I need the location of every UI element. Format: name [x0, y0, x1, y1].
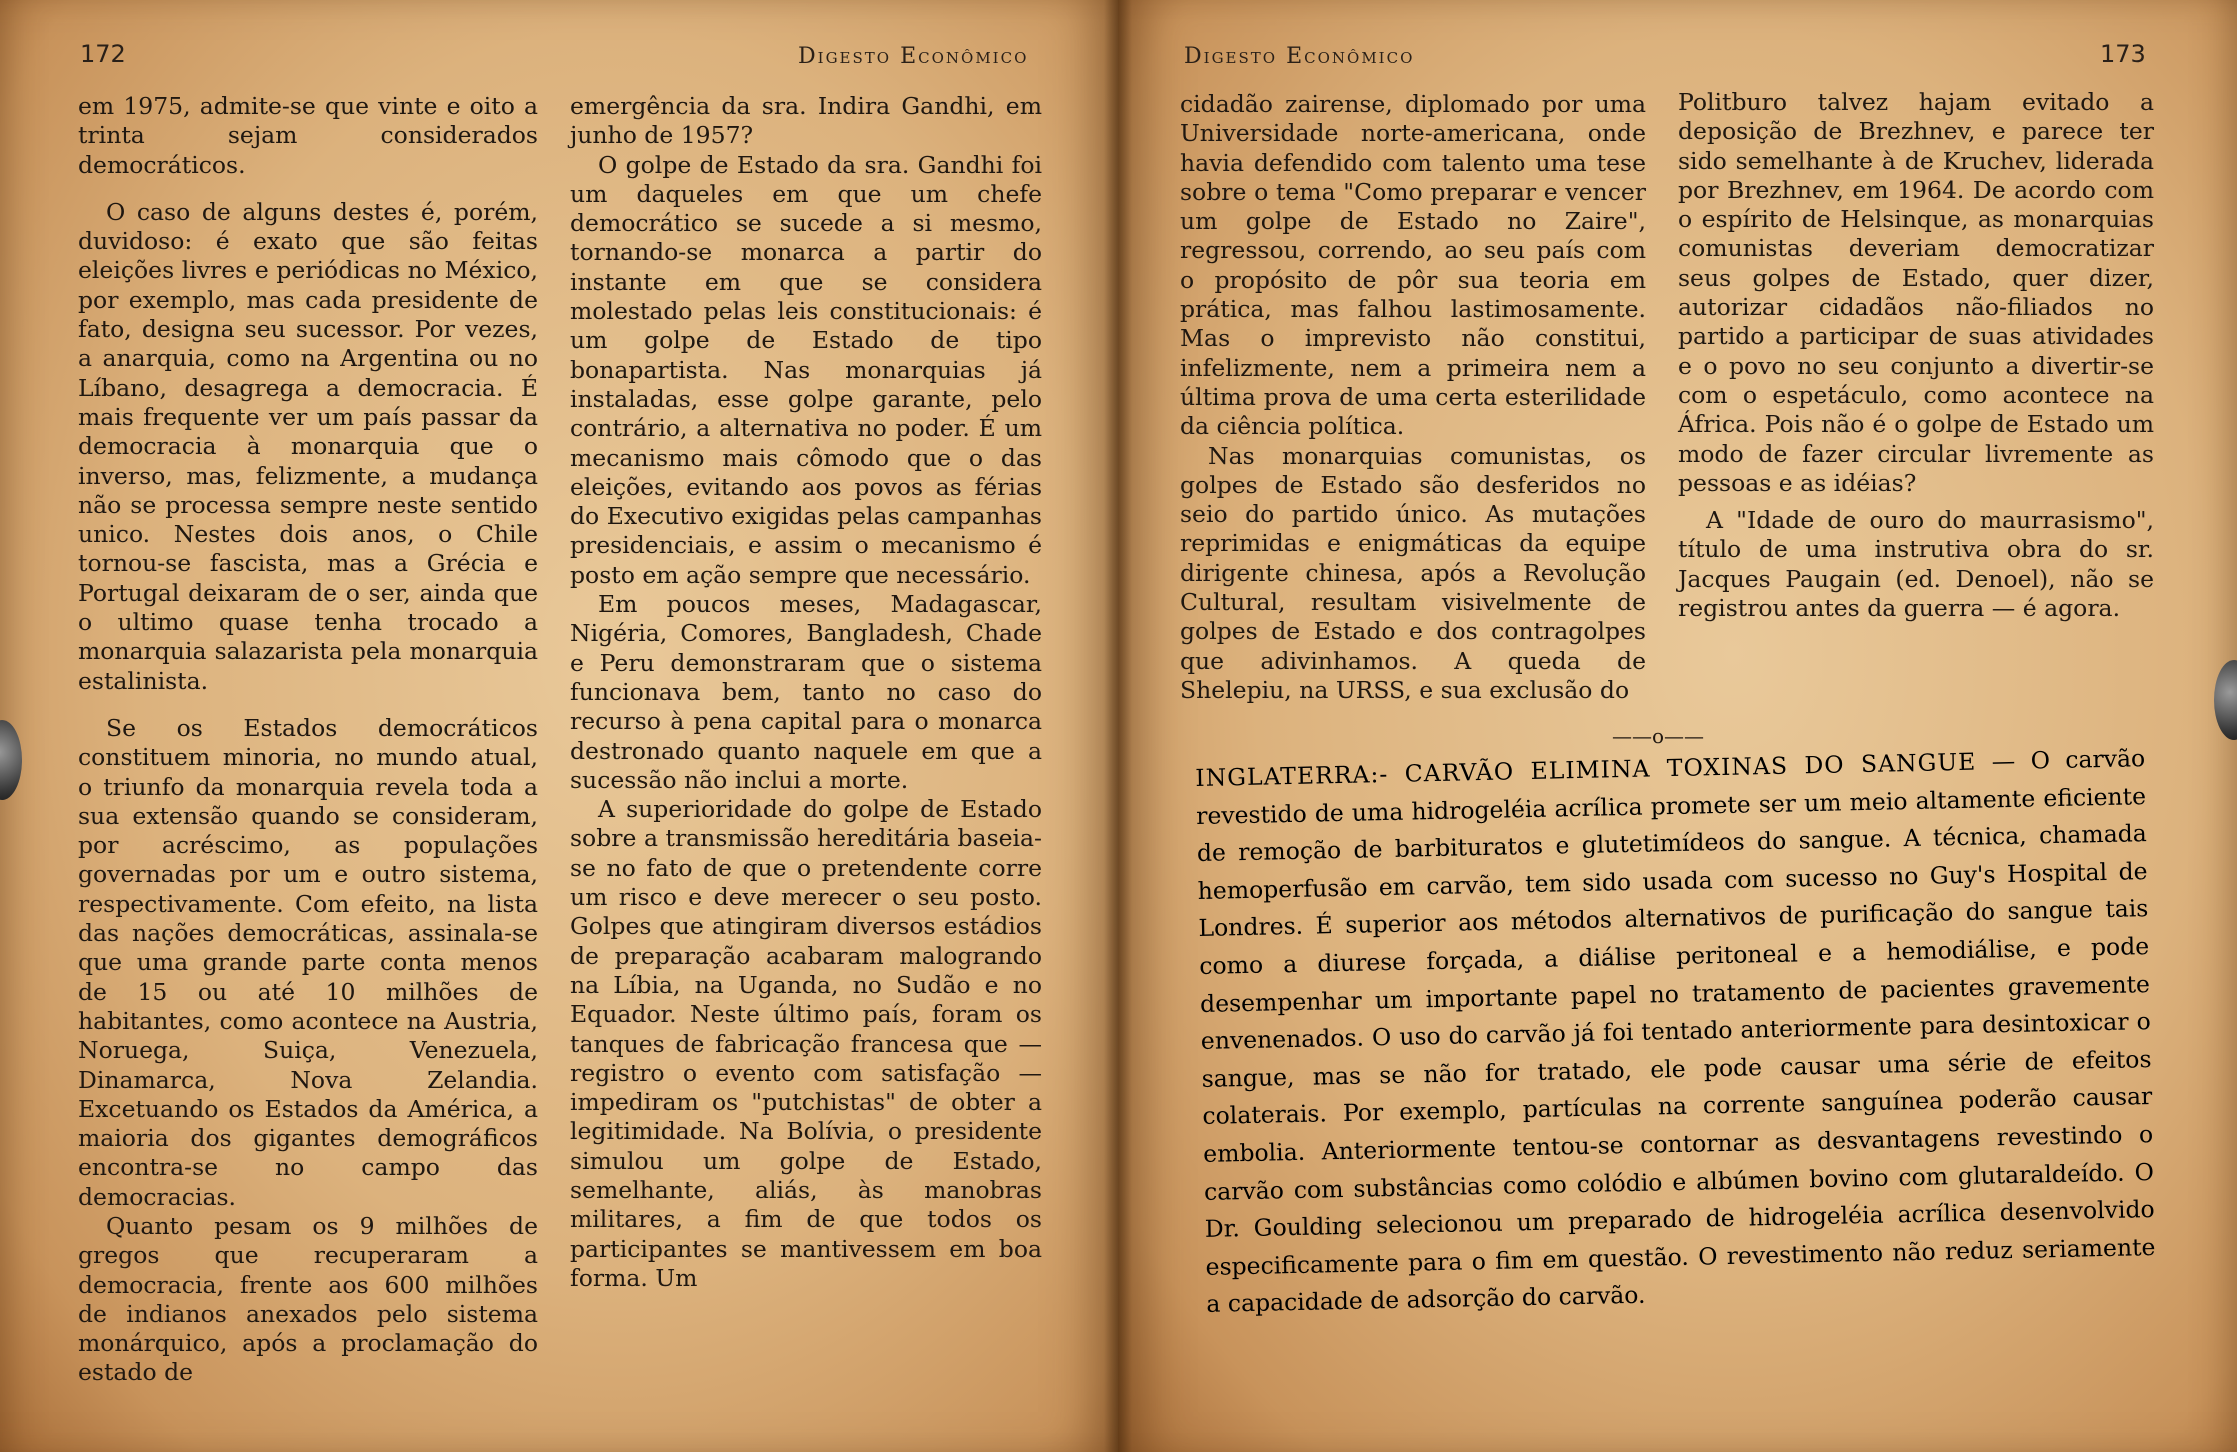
paragraph: O caso de alguns destes é, porém, duvidoso: é exato que são feitas eleições livres e periódicas no México, por exemplo, mas cada presidente de fato, designa seu sucessor. Por vezes, a anarquia, como na Argentina ou no Líbano, desagrega a democracia. É mais frequente ver um país passar da democracia à monarquia que o inverso, mas, felizmente, a mudança não se processa sempre neste sentido unico. Nestes dois anos, o Chile tornou-se fascista, mas a Grécia e Portugal deixaram de o ser, ainda que o ultimo quase tenha trocado a monarquia salazarista pela monarquia estalinista.: [78, 197, 538, 695]
article-body: — O carvão revestido de uma hidrogeléia acrílica promete ser um meio altamente eficiente de remoção de barbituratos e glutetimídeos do sangue. A técnica, chamada hemoperfusão em carvão, tem sido usada com sucesso no Guy's Hospital de Londres. É superior aos métodos alternativos de purificação do sangue tais como a diurese forçada, a diálise peritoneal e a hemodiálise, e pode desempenhar um importante papel no tratamento de pacientes gravemente envenenados. O uso do carvão já foi tentado anteriormente para desintoxicar o sangue, mas se não for tratado, ele pode causar uma série de efeitos colaterais. Por exemplo, partículas na corrente sanguínea poderão causar embolia. Anteriormente tentou-se contornar as desvantagens revestindo o carvão com substâncias como colódio e albúmen bovino com glutaraldeído. O Dr. Goulding selecionou um preparado de hidrogeléia acrílica desenvolvido especificamente para o fim em questão. O revestimento não reduz seriamente a capacidade de adsorção do carvão.: [1195, 744, 2156, 1319]
text-column-3: [1180, 90, 1646, 705]
article-heading: INGLATERRA:- CARVÃO ELIMINA TOXINAS DO SANGUE: [1195, 747, 1977, 792]
paragraph: em 1975, admite-se que vinte e oito a trinta sejam considerados democráticos.: [78, 92, 538, 179]
binder-tab: [2214, 660, 2237, 740]
text-column-2: [570, 92, 1042, 1293]
text-column-4: [1678, 88, 2154, 623]
paragraph: cidadão zairense, diplomado por uma Universidade norte-americana, onde havia defendido com talento uma tese sobre o tema "Como preparar e vencer um golpe de Estado no Zaire", regressou, correndo, ao seu país com o propósito de pôr sua teoria em prática, mas falhou lastimosamente. Mas o imprevisto não constitui, infelizmente, nem a primeira nem a última prova de uma certa esterilidade da ciência política.: [1180, 90, 1646, 441]
paragraph: O golpe de Estado da sra. Gandhi foi um daqueles em que um chefe democrático se sucede a si mesmo, tornando-se monarca a partir do instante em que se considera molestado pelas leis constitucionais: é um golpe de Estado de tipo bonapartista. Nas monarquias já instaladas, esse golpe garante, pelo contrário, a alternativa no poder. É um mecanismo mais cômodo que o das eleições, evitando aos povos as férias do Executivo exigidas pelas campanhas presidenciais, e assim o mecanismo é posto em ação sempre que necessário.: [570, 150, 1042, 589]
book-gutter: [1104, 0, 1132, 1452]
paragraph: A "Idade de ouro do maurrasismo", título de uma instrutiva obra do sr. Jacques Paugain (ed. Denoel), não se registrou antes da guerra — é agora.: [1678, 506, 2154, 623]
paragraph: Nas monarquias comunistas, os golpes de Estado são desferidos no seio do partido único. As mutações reprimidas e enigmáticas da equipe dirigente chinesa, após a Revolução Cultural, resultam visivelmente de golpes de Estado e dos contragolpes que adivinhamos. A queda de Shelepiu, na URSS, e sua exclusão do: [1180, 441, 1646, 704]
paragraph: Quanto pesam os 9 milhões de gregos que recuperaram a democracia, frente aos 600 milhões de indianos anexados pelo sistema monárquico, após a proclamação do estado de: [78, 1211, 538, 1387]
page-number: 172: [80, 40, 126, 68]
text-column-1: [78, 92, 538, 1388]
running-head: Digesto Econômico: [1184, 44, 1415, 69]
news-article: [1195, 740, 2157, 1324]
running-head: Digesto Econômico: [798, 44, 1029, 69]
page-number: 173: [2100, 40, 2146, 68]
paragraph: Politburo talvez hajam evitado a deposição de Brezhnev, e parece ter sido semelhante à de Kruchev, liderada por Brezhnev, em 1964. De acordo com o espírito de Helsinque, as monarquias comunistas deveriam democratizar seus golpes de Estado, quer dizer, autorizar cidadãos não-filiados no partido a participar de suas atividades e o povo no seu conjunto a divertir-se com o espetáculo, como acontece na África. Pois não é o golpe de Estado um modo de fazer circular livremente as pessoas e as idéias?: [1678, 88, 2154, 497]
paragraph: A superioridade do golpe de Estado sobre a transmissão hereditária baseia-se no fato de que o pretendente corre um risco e deve merecer o seu posto. Golpes que atingiram diversos estádios de preparação acabaram malogrando na Líbia, na Uganda, no Sudão e no Equador. Neste último país, foram os tanques de fabricação francesa que — registro o evento com satisfação — impediram os "putchistas" de obter a legitimidade. Na Bolívia, o presidente simulou um golpe de Estado, semelhante, aliás, às manobras militares, a fim de que todos os participantes se mantivessem em boa forma. Um: [570, 795, 1042, 1292]
paragraph: Em poucos meses, Madagascar, Nigéria, Comores, Bangladesh, Chade e Peru demonstraram que o sistema funcionava bem, tanto no caso do recurso à pena capital para o monarca destronado quanto naquele em que a sucessão não inclui a morte.: [570, 590, 1042, 794]
section-separator: ——o——: [1612, 724, 1705, 748]
left-page: [0, 0, 1118, 1452]
paragraph: Se os Estados democráticos constituem minoria, no mundo atual, o triunfo da monarquia revela toda a sua extensão quando se consideram, por acréscimo, as populações governadas por um e outro sistema, respectivamente. Com efeito, na lista das nações democráticas, assinala-se que uma grande parte conta menos de 15 ou até 10 milhões de habitantes, como acontece na Austria, Noruega, Suiça, Venezuela, Dinamarca, Nova Zelandia. Excetuando os Estados da América, a maioria dos gigantes demográficos encontra-se no campo das democracias.: [78, 713, 538, 1211]
paragraph: emergência da sra. Indira Gandhi, em junho de 1957?: [570, 92, 1042, 150]
binder-tab: [0, 720, 22, 800]
